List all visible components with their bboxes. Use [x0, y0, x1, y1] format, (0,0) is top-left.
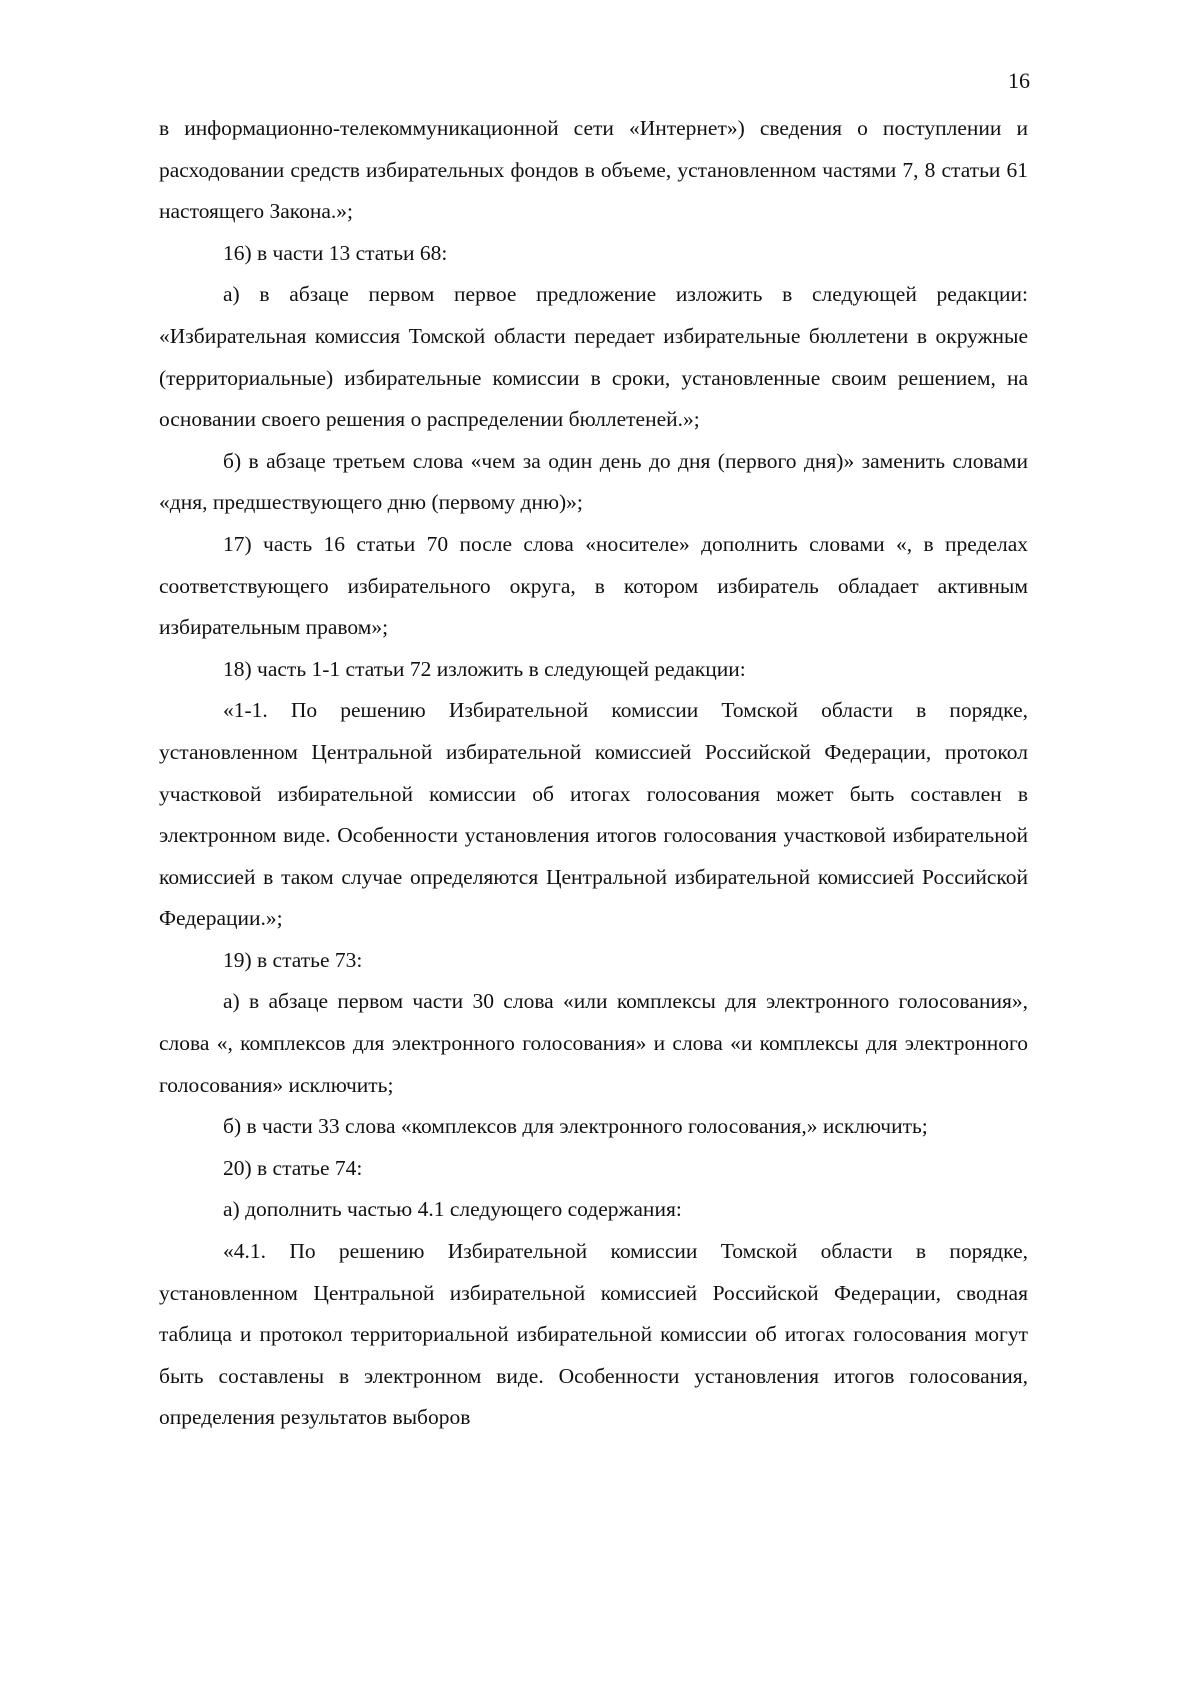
- document-body: [159, 108, 1028, 1439]
- paragraph-item-19: 19) в статье 73:: [223, 947, 363, 972]
- paragraph-quote-1-1: «1-1. По решению Избирательной комиссии Томской области в порядке, установленном Центральной избирательной комиссией Российской Федерации, протокол участковой избирательной комиссии об итогах голосования может быть составлен в электронном виде. Особенности установления итогов голосования участковой избирательной комиссией в таком случае определяются Центральной избирательной комиссией Российской Федерации.»;: [159, 698, 1028, 931]
- paragraph-continuation: в информационно-телекоммуникационной сети «Интернет») сведения о поступлении и расходовании средств избирательных фондов в объеме, установленном частями 7, 8 статьи 61 настоящего Закона.»;: [159, 116, 1028, 224]
- paragraph-item-20: 20) в статье 74:: [223, 1155, 363, 1180]
- paragraph-item-16: 16) в части 13 статьи 68:: [223, 240, 448, 265]
- paragraph-item-17: 17) часть 16 статьи 70 после слова «носителе» дополнить словами «, в пределах соответствующего избирательного округа, в котором избиратель обладает активным избирательным правом»;: [159, 531, 1028, 640]
- paragraph-item-18: 18) часть 1-1 статьи 72 изложить в следующей редакции:: [223, 656, 746, 681]
- page-number: 16: [1008, 68, 1030, 93]
- paragraph-item-20a: а) дополнить частью 4.1 следующего содержания:: [223, 1197, 682, 1222]
- paragraph-item-16b: б) в абзаце третьем слова «чем за один день до дня (первого дня)» заменить словами «дня, предшествующего дню (первому дню)»;: [159, 448, 1028, 515]
- paragraph-item-16a: а) в абзаце первом первое предложение изложить в следующей редакции: «Избирательная комиссия Томской области передает избирательные бюллетени в окружные (территориальные) избирательные комиссии в сроки, установленные своим решением, на основании своего решения о распределении бюллетеней.»;: [159, 282, 1028, 432]
- paragraph-quote-4-1: «4.1. По решению Избирательной комиссии Томской области в порядке, установленном Центральной избирательной комиссией Российской Федерации, сводная таблица и протокол территориальной избирательной комиссии об итогах голосования могут быть составлены в электронном виде. Особенности установления итогов голосования, определения результатов выборов: [159, 1239, 1028, 1430]
- paragraph-item-19a: а) в абзаце первом части 30 слова «или комплексы для электронного голосования», слова «, комплексов для электронного голосования» и слова «и комплексы для электронного голосования» исключить;: [159, 989, 1028, 1097]
- paragraph-item-19b: б) в части 33 слова «комплексов для электронного голосования,» исключить;: [223, 1114, 928, 1139]
